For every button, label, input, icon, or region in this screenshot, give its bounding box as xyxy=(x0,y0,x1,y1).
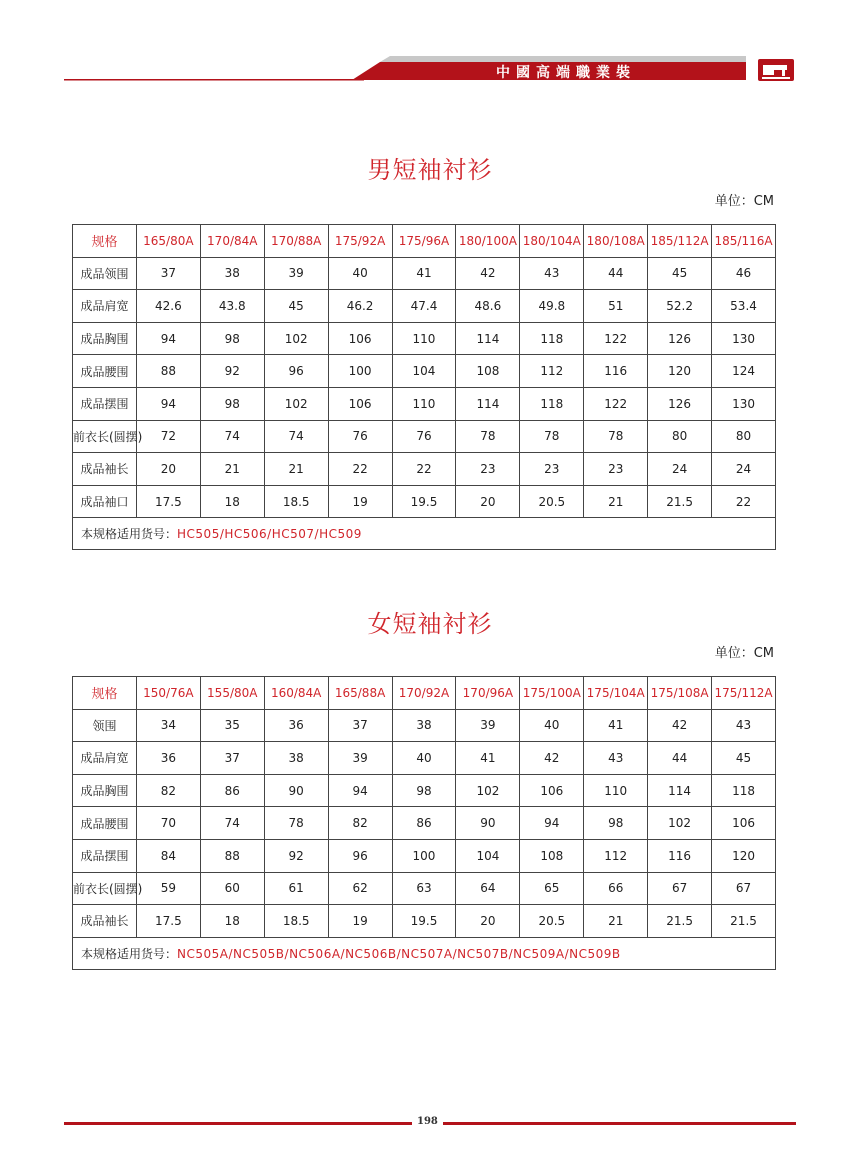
table-cell: 21 xyxy=(264,453,328,486)
table-cell: 20 xyxy=(456,905,520,938)
table-cell: 92 xyxy=(200,355,264,388)
table-cell: 39 xyxy=(264,257,328,290)
table-row xyxy=(73,485,776,518)
table-cell: 104 xyxy=(392,355,456,388)
row-label: 成品袖长 xyxy=(73,453,137,486)
note-row xyxy=(73,518,776,550)
table-cell: 20.5 xyxy=(520,485,584,518)
table-cell: 102 xyxy=(456,774,520,807)
table-row xyxy=(73,420,776,453)
size-header: 180/100A xyxy=(456,225,520,258)
table-row xyxy=(73,387,776,420)
table-cell: 19.5 xyxy=(392,485,456,518)
size-header: 170/88A xyxy=(264,225,328,258)
table-cell: 86 xyxy=(200,774,264,807)
table-cell: 47.4 xyxy=(392,290,456,323)
table-cell: 34 xyxy=(136,709,200,742)
table-cell: 23 xyxy=(456,453,520,486)
table-cell: 21 xyxy=(200,453,264,486)
table-cell: 18.5 xyxy=(264,905,328,938)
table-cell: 114 xyxy=(456,322,520,355)
size-header: 160/84A xyxy=(264,677,328,710)
table-cell: 41 xyxy=(584,709,648,742)
men-header-row xyxy=(73,225,776,258)
table-cell: 94 xyxy=(520,807,584,840)
note-codes: NC505A/NC505B/NC506A/NC506B/NC507A/NC507B/NC509A/NC509B xyxy=(177,946,621,961)
table-cell: 110 xyxy=(392,387,456,420)
spec-header: 规格 xyxy=(73,677,137,710)
table-cell: 36 xyxy=(264,709,328,742)
women-section-title: 女短袖衬衫 xyxy=(367,610,493,638)
applicable-codes-note xyxy=(73,937,776,969)
table-row xyxy=(73,709,776,742)
table-cell: 22 xyxy=(328,453,392,486)
table-cell: 114 xyxy=(648,774,712,807)
table-cell: 102 xyxy=(264,387,328,420)
table-cell: 84 xyxy=(136,839,200,872)
table-cell: 37 xyxy=(328,709,392,742)
table-cell: 20.5 xyxy=(520,905,584,938)
table-cell: 67 xyxy=(712,872,776,905)
table-cell: 39 xyxy=(456,709,520,742)
men-unit-label: 单位：CM xyxy=(714,194,774,209)
table-cell: 61 xyxy=(264,872,328,905)
table-cell: 82 xyxy=(328,807,392,840)
table-cell: 43 xyxy=(584,742,648,775)
row-label: 成品袖口 xyxy=(73,485,137,518)
women-size-table xyxy=(72,676,776,970)
table-cell: 48.6 xyxy=(456,290,520,323)
table-cell: 106 xyxy=(520,774,584,807)
table-cell: 88 xyxy=(136,355,200,388)
table-cell: 126 xyxy=(648,387,712,420)
table-cell: 104 xyxy=(456,839,520,872)
table-cell: 70 xyxy=(136,807,200,840)
table-cell: 94 xyxy=(328,774,392,807)
table-row xyxy=(73,290,776,323)
table-cell: 42 xyxy=(648,709,712,742)
women-unit-label: 单位：CM xyxy=(714,646,774,661)
table-cell: 114 xyxy=(456,387,520,420)
size-header: 175/104A xyxy=(584,677,648,710)
table-cell: 78 xyxy=(456,420,520,453)
table-cell: 43.8 xyxy=(200,290,264,323)
table-cell: 106 xyxy=(328,322,392,355)
row-label: 成品肩宽 xyxy=(73,290,137,323)
header-banner xyxy=(0,0,860,90)
size-header: 165/88A xyxy=(328,677,392,710)
row-label: 成品袖长 xyxy=(73,905,137,938)
table-cell: 100 xyxy=(328,355,392,388)
table-cell: 17.5 xyxy=(136,905,200,938)
table-cell: 24 xyxy=(648,453,712,486)
table-cell: 100 xyxy=(392,839,456,872)
table-cell: 124 xyxy=(712,355,776,388)
table-cell: 46.2 xyxy=(328,290,392,323)
table-cell: 130 xyxy=(712,387,776,420)
table-cell: 110 xyxy=(392,322,456,355)
table-cell: 46 xyxy=(712,257,776,290)
table-cell: 42 xyxy=(520,742,584,775)
table-cell: 65 xyxy=(520,872,584,905)
table-cell: 62 xyxy=(328,872,392,905)
table-cell: 98 xyxy=(584,807,648,840)
table-cell: 21.5 xyxy=(648,905,712,938)
table-cell: 24 xyxy=(712,453,776,486)
table-cell: 94 xyxy=(136,322,200,355)
table-cell: 20 xyxy=(456,485,520,518)
table-cell: 36 xyxy=(136,742,200,775)
size-header: 175/92A xyxy=(328,225,392,258)
table-cell: 78 xyxy=(520,420,584,453)
table-cell: 78 xyxy=(584,420,648,453)
table-cell: 118 xyxy=(520,387,584,420)
table-cell: 90 xyxy=(456,807,520,840)
table-row xyxy=(73,742,776,775)
table-row xyxy=(73,872,776,905)
row-label: 成品肩宽 xyxy=(73,742,137,775)
table-cell: 76 xyxy=(328,420,392,453)
table-cell: 19 xyxy=(328,485,392,518)
table-cell: 21 xyxy=(584,905,648,938)
table-cell: 42 xyxy=(456,257,520,290)
row-label: 成品腰围 xyxy=(73,355,137,388)
table-cell: 23 xyxy=(520,453,584,486)
table-row xyxy=(73,807,776,840)
table-cell: 37 xyxy=(136,257,200,290)
size-header: 175/96A xyxy=(392,225,456,258)
table-cell: 74 xyxy=(200,807,264,840)
table-cell: 120 xyxy=(648,355,712,388)
size-header: 185/116A xyxy=(712,225,776,258)
table-cell: 18 xyxy=(200,485,264,518)
table-row xyxy=(73,774,776,807)
table-cell: 96 xyxy=(328,839,392,872)
table-cell: 37 xyxy=(200,742,264,775)
table-cell: 94 xyxy=(136,387,200,420)
row-label: 成品腰围 xyxy=(73,807,137,840)
table-cell: 88 xyxy=(200,839,264,872)
table-cell: 64 xyxy=(456,872,520,905)
table-cell: 45 xyxy=(264,290,328,323)
table-cell: 23 xyxy=(584,453,648,486)
table-cell: 66 xyxy=(584,872,648,905)
table-row xyxy=(73,322,776,355)
table-cell: 38 xyxy=(264,742,328,775)
table-row xyxy=(73,453,776,486)
table-cell: 19 xyxy=(328,905,392,938)
table-cell: 76 xyxy=(392,420,456,453)
table-cell: 116 xyxy=(648,839,712,872)
men-size-table xyxy=(72,224,776,550)
row-label: 成品胸围 xyxy=(73,322,137,355)
note-codes: HC505/HC506/HC507/HC509 xyxy=(177,527,362,542)
table-cell: 98 xyxy=(200,322,264,355)
applicable-codes-note xyxy=(73,518,776,550)
table-row xyxy=(73,905,776,938)
spec-header: 规格 xyxy=(73,225,137,258)
size-header: 170/96A xyxy=(456,677,520,710)
size-header: 175/108A xyxy=(648,677,712,710)
table-cell: 21 xyxy=(584,485,648,518)
table-cell: 74 xyxy=(200,420,264,453)
table-cell: 122 xyxy=(584,322,648,355)
table-cell: 18 xyxy=(200,905,264,938)
size-header: 175/100A xyxy=(520,677,584,710)
table-cell: 92 xyxy=(264,839,328,872)
table-cell: 110 xyxy=(584,774,648,807)
table-cell: 43 xyxy=(712,709,776,742)
table-cell: 38 xyxy=(200,257,264,290)
table-cell: 53.4 xyxy=(712,290,776,323)
table-cell: 41 xyxy=(456,742,520,775)
table-cell: 82 xyxy=(136,774,200,807)
table-cell: 21.5 xyxy=(712,905,776,938)
table-cell: 80 xyxy=(648,420,712,453)
table-cell: 49.8 xyxy=(520,290,584,323)
note-label: 本规格适用货号： xyxy=(81,946,178,961)
table-cell: 59 xyxy=(136,872,200,905)
table-cell: 40 xyxy=(392,742,456,775)
table-cell: 72 xyxy=(136,420,200,453)
table-cell: 43 xyxy=(520,257,584,290)
size-header: 185/112A xyxy=(648,225,712,258)
table-cell: 118 xyxy=(520,322,584,355)
table-cell: 39 xyxy=(328,742,392,775)
table-cell: 19.5 xyxy=(392,905,456,938)
women-header-row xyxy=(73,677,776,710)
table-cell: 108 xyxy=(520,839,584,872)
size-header: 155/80A xyxy=(200,677,264,710)
note-label: 本规格适用货号： xyxy=(81,527,178,542)
table-cell: 122 xyxy=(584,387,648,420)
table-cell: 67 xyxy=(648,872,712,905)
row-label: 前衣长(圆摆) xyxy=(73,420,137,453)
table-cell: 18.5 xyxy=(264,485,328,518)
size-header: 170/84A xyxy=(200,225,264,258)
men-section-title: 男短袖衬衫 xyxy=(367,156,493,184)
table-cell: 35 xyxy=(200,709,264,742)
table-cell: 96 xyxy=(264,355,328,388)
table-cell: 21.5 xyxy=(648,485,712,518)
table-cell: 22 xyxy=(392,453,456,486)
table-cell: 17.5 xyxy=(136,485,200,518)
size-header: 180/108A xyxy=(584,225,648,258)
table-cell: 42.6 xyxy=(136,290,200,323)
table-row xyxy=(73,839,776,872)
row-label: 成品领围 xyxy=(73,257,137,290)
table-cell: 106 xyxy=(712,807,776,840)
page-number: 198 xyxy=(412,1116,443,1127)
table-cell: 20 xyxy=(136,453,200,486)
size-header: 170/92A xyxy=(392,677,456,710)
table-cell: 112 xyxy=(520,355,584,388)
table-cell: 45 xyxy=(648,257,712,290)
table-cell: 102 xyxy=(648,807,712,840)
row-label: 前衣长(圆摆) xyxy=(73,872,137,905)
row-label: 成品摆围 xyxy=(73,387,137,420)
note-row xyxy=(73,937,776,969)
table-cell: 118 xyxy=(712,774,776,807)
table-cell: 52.2 xyxy=(648,290,712,323)
table-cell: 40 xyxy=(520,709,584,742)
table-cell: 86 xyxy=(392,807,456,840)
table-cell: 90 xyxy=(264,774,328,807)
size-header: 150/76A xyxy=(136,677,200,710)
row-label: 成品摆围 xyxy=(73,839,137,872)
table-cell: 78 xyxy=(264,807,328,840)
table-cell: 106 xyxy=(328,387,392,420)
table-cell: 102 xyxy=(264,322,328,355)
table-cell: 38 xyxy=(392,709,456,742)
table-cell: 22 xyxy=(712,485,776,518)
table-row xyxy=(73,355,776,388)
table-cell: 44 xyxy=(648,742,712,775)
header-rule xyxy=(64,79,364,81)
table-row xyxy=(73,257,776,290)
size-header: 175/112A xyxy=(712,677,776,710)
row-label: 领围 xyxy=(73,709,137,742)
table-cell: 98 xyxy=(200,387,264,420)
table-cell: 41 xyxy=(392,257,456,290)
table-cell: 60 xyxy=(200,872,264,905)
sewing-machine-logo-icon xyxy=(754,56,798,84)
brand-slogan: 中國高端職業裝 xyxy=(496,65,636,81)
size-header: 165/80A xyxy=(136,225,200,258)
table-cell: 126 xyxy=(648,322,712,355)
table-cell: 120 xyxy=(712,839,776,872)
table-cell: 130 xyxy=(712,322,776,355)
table-cell: 116 xyxy=(584,355,648,388)
table-cell: 112 xyxy=(584,839,648,872)
table-cell: 51 xyxy=(584,290,648,323)
table-cell: 45 xyxy=(712,742,776,775)
table-cell: 40 xyxy=(328,257,392,290)
table-cell: 98 xyxy=(392,774,456,807)
row-label: 成品胸围 xyxy=(73,774,137,807)
table-cell: 80 xyxy=(712,420,776,453)
table-cell: 63 xyxy=(392,872,456,905)
table-cell: 108 xyxy=(456,355,520,388)
table-cell: 74 xyxy=(264,420,328,453)
table-cell: 44 xyxy=(584,257,648,290)
size-header: 180/104A xyxy=(520,225,584,258)
